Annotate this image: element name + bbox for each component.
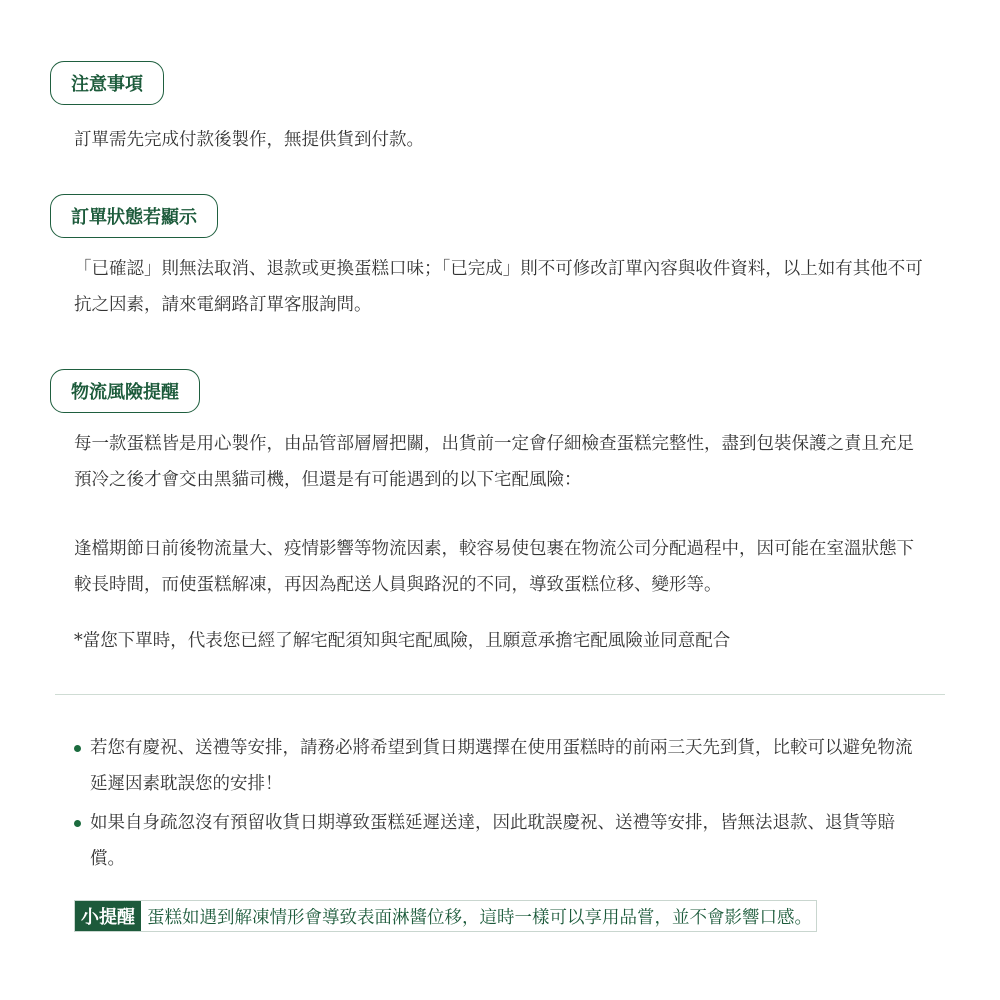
- bullet-item-1: [74, 730, 926, 802]
- bullet-item-2: [74, 805, 926, 877]
- tip-text: 蛋糕如遇到解凍情形會導致表面淋醬位移，這時一樣可以享用品嘗，並不會影響口感。: [147, 907, 812, 928]
- order-status-heading: 訂單狀態若顯示: [50, 194, 218, 238]
- section-divider: [55, 694, 945, 695]
- logistics-paragraph-1: 每一款蛋糕皆是用心製作，由品管部層層把關，出貨前一定會仔細檢查蛋糕完整性，盡到包裝保護之責且充足預冷之後才會交由黑貓司機，但還是有可能遇到的以下宅配風險：: [74, 434, 914, 490]
- logistics-paragraph-2: 逢檔期節日前後物流量大、疫情影響等物流因素，較容易使包裹在物流公司分配過程中，因可能在室溫狀態下較長時間，而使蛋糕解凍，再因為配送人員與路況的不同，導致蛋糕位移、變形等。: [74, 539, 914, 595]
- logistics-heading: 物流風險提醒: [50, 369, 200, 413]
- bullet-dot-icon: [74, 745, 81, 752]
- bullet-dot-icon: [74, 820, 81, 827]
- bullet-text: 若您有慶祝、送禮等安排，請務必將希望到貨日期選擇在使用蛋糕時的前兩三天先到貨，比較可以避免物流延遲因素耽誤您的安排！: [90, 738, 913, 794]
- logistics-agreement-note: *當您下單時，代表您已經了解宅配須知與宅配風險，且願意承擔宅配風險並同意配合: [74, 631, 731, 651]
- order-status-text: 「已確認」則無法取消、退款或更換蛋糕口味；「已完成」則不可修改訂單內容與收件資料，以上如有其他不可抗之因素，請來電網路訂單客服詢問。: [74, 259, 923, 315]
- bullet-text: 如果自身疏忽沒有預留收貨日期導致蛋糕延遲送達，因此耽誤慶祝、送禮等安排，皆無法退款、退貨等賠償。: [90, 813, 895, 869]
- notice-heading: 注意事項: [50, 61, 164, 105]
- notice-text: 訂單需先完成付款後製作，無提供貨到付款。: [74, 130, 424, 150]
- tip-label: 小提醒: [75, 901, 141, 931]
- tip-box: [74, 900, 817, 932]
